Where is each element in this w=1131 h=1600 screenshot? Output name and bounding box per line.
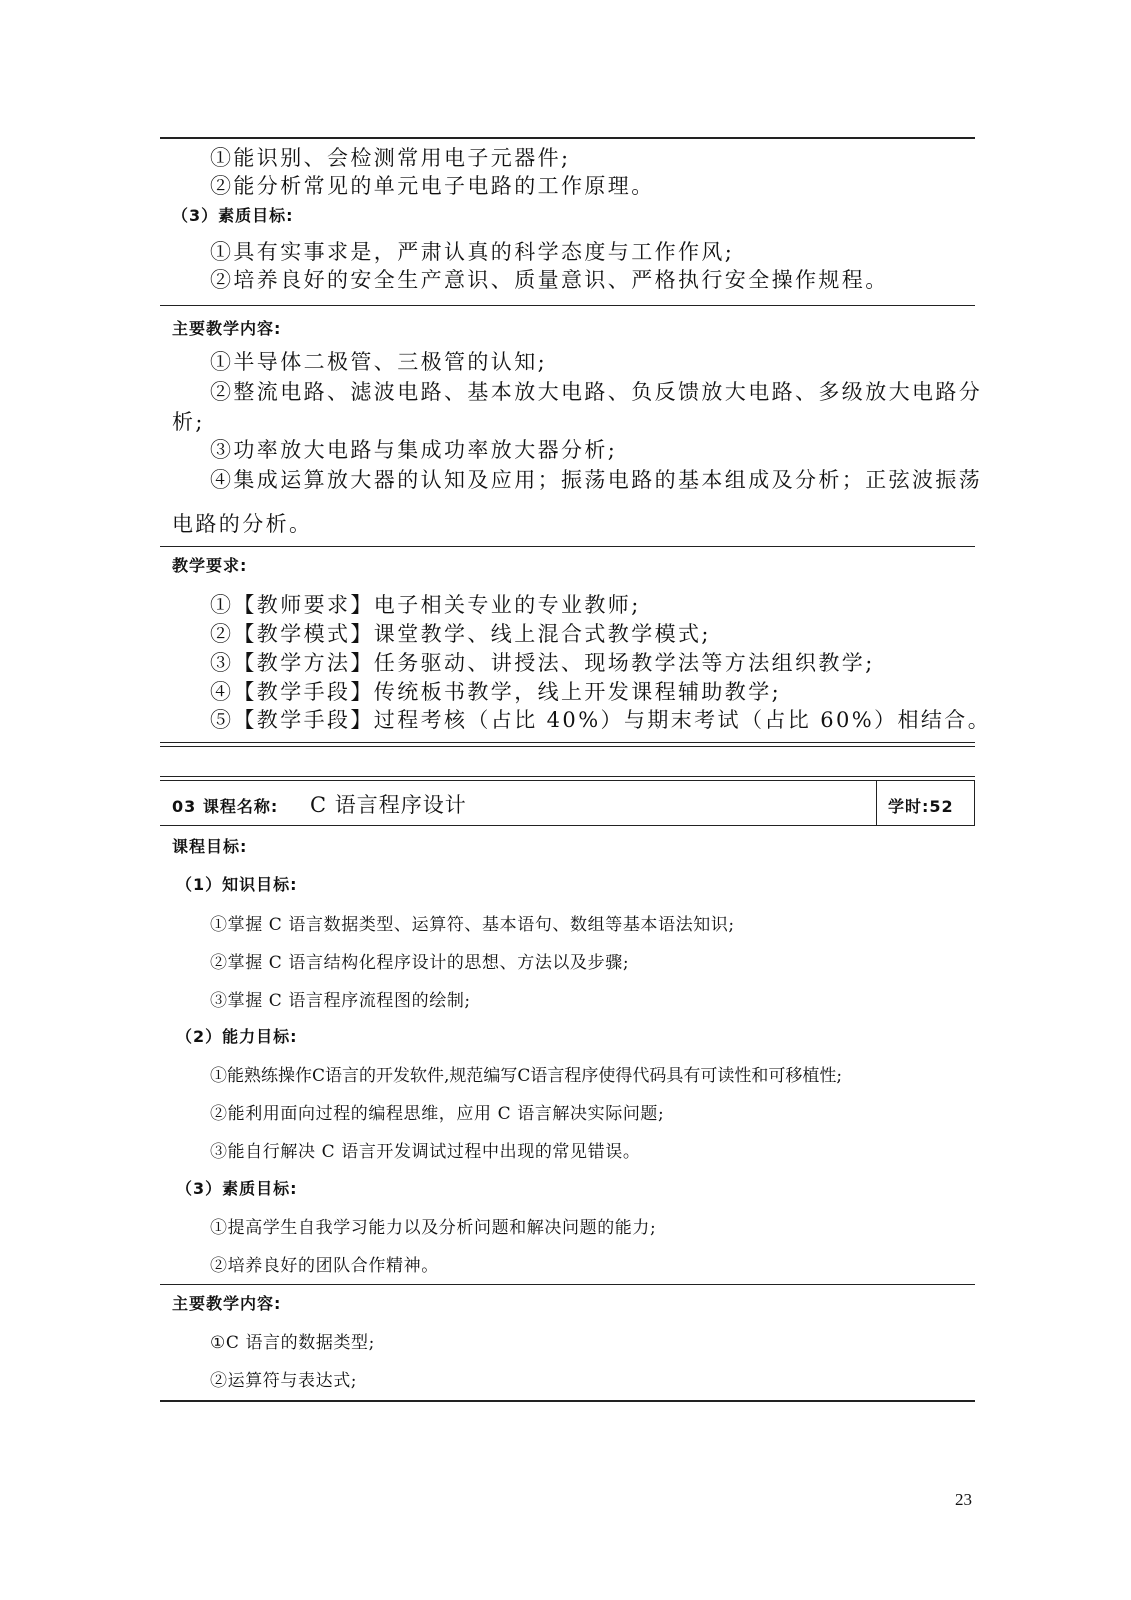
content-item-3: ③功率放大电路与集成功率放大器分析; xyxy=(210,438,618,462)
content-item-1: ①半导体二极管、三极管的认知; xyxy=(210,350,548,374)
title-cell-divider xyxy=(876,781,877,825)
hours-value: 52 xyxy=(929,797,954,816)
hours-label: 学时: xyxy=(888,797,930,816)
knowledge-item-2: ②掌握 C 语言结构化程序设计的思想、方法以及步骤; xyxy=(210,953,630,973)
course-name: C 语言程序设计 xyxy=(310,793,467,817)
divider xyxy=(160,305,975,306)
section-end-rule xyxy=(160,742,975,747)
title-right-border xyxy=(974,781,975,825)
quality-item-1: ①具有实事求是，严肃认真的科学态度与工作作风; xyxy=(210,240,735,264)
knowledge-heading: （1）知识目标: xyxy=(176,875,298,894)
ability2-item-2: ②能利用面向过程的编程思维，应用 C 语言解决实际问题; xyxy=(210,1104,665,1124)
divider xyxy=(160,825,975,826)
content-item-2-cont: 析; xyxy=(172,410,205,434)
ability-item-1: ①能识别、会检测常用电子元器件; xyxy=(210,146,571,170)
quality2-item-1: ①提高学生自我学习能力以及分析问题和解决问题的能力; xyxy=(210,1218,657,1238)
ability2-item-1: ①能熟练操作C语言的开发软件,规范编写C语言程序使得代码具有可读性和可移植性; xyxy=(210,1066,843,1086)
ability-heading: （2）能力目标: xyxy=(176,1027,298,1046)
req-item-2: ②【教学模式】课堂教学、线上混合式教学模式; xyxy=(210,622,711,646)
page-number: 23 xyxy=(955,1490,972,1509)
knowledge-item-3: ③掌握 C 语言程序流程图的绘制; xyxy=(210,991,471,1011)
course-label: 03 课程名称: xyxy=(172,797,279,816)
section-start-rule xyxy=(160,776,975,781)
req-item-1: ①【教师要求】电子相关专业的专业教师; xyxy=(210,593,641,617)
goal-heading: 课程目标: xyxy=(172,837,248,856)
ability2-item-3: ③能自行解决 C 语言开发调试过程中出现的常见错误。 xyxy=(210,1142,641,1162)
divider xyxy=(160,1284,975,1285)
bottom-rule xyxy=(160,1400,975,1402)
content2-item-1: ①C 语言的数据类型; xyxy=(210,1333,375,1353)
content-item-4: ④集成运算放大器的认知及应用；振荡电路的基本组成及分析；正弦波振荡 xyxy=(210,468,983,492)
divider xyxy=(160,546,975,547)
content-item-2: ②整流电路、滤波电路、基本放大电路、负反馈放大电路、多级放大电路分 xyxy=(210,380,983,404)
hours-box xyxy=(888,794,954,817)
content-heading: 主要教学内容: xyxy=(172,319,282,338)
content2-heading: 主要教学内容: xyxy=(172,1294,282,1313)
req-item-4: ④【教学手段】传统板书教学，线上开发课程辅助教学; xyxy=(210,680,782,704)
req-item-3: ③【教学方法】任务驱动、讲授法、现场教学法等方法组织教学; xyxy=(210,651,875,675)
requirements-heading: 教学要求: xyxy=(172,556,248,575)
top-rule xyxy=(160,137,975,139)
quality2-item-2: ②培养良好的团队合作精神。 xyxy=(210,1256,439,1276)
ability-item-2: ②能分析常见的单元电子电路的工作原理。 xyxy=(210,174,655,198)
knowledge-item-1: ①掌握 C 语言数据类型、运算符、基本语句、数组等基本语法知识; xyxy=(210,915,735,935)
quality2-heading: （3）素质目标: xyxy=(176,1179,298,1198)
quality-item-2: ②培养良好的安全生产意识、质量意识、严格执行安全操作规程。 xyxy=(210,268,889,292)
content2-item-2: ②运算符与表达式; xyxy=(210,1371,358,1391)
quality-heading: （3）素质目标: xyxy=(172,206,294,225)
req-item-5: ⑤【教学手段】过程考核（占比 40%）与期末考试（占比 60%）相结合。 xyxy=(210,708,992,732)
content-item-4-cont: 电路的分析。 xyxy=(172,512,313,536)
